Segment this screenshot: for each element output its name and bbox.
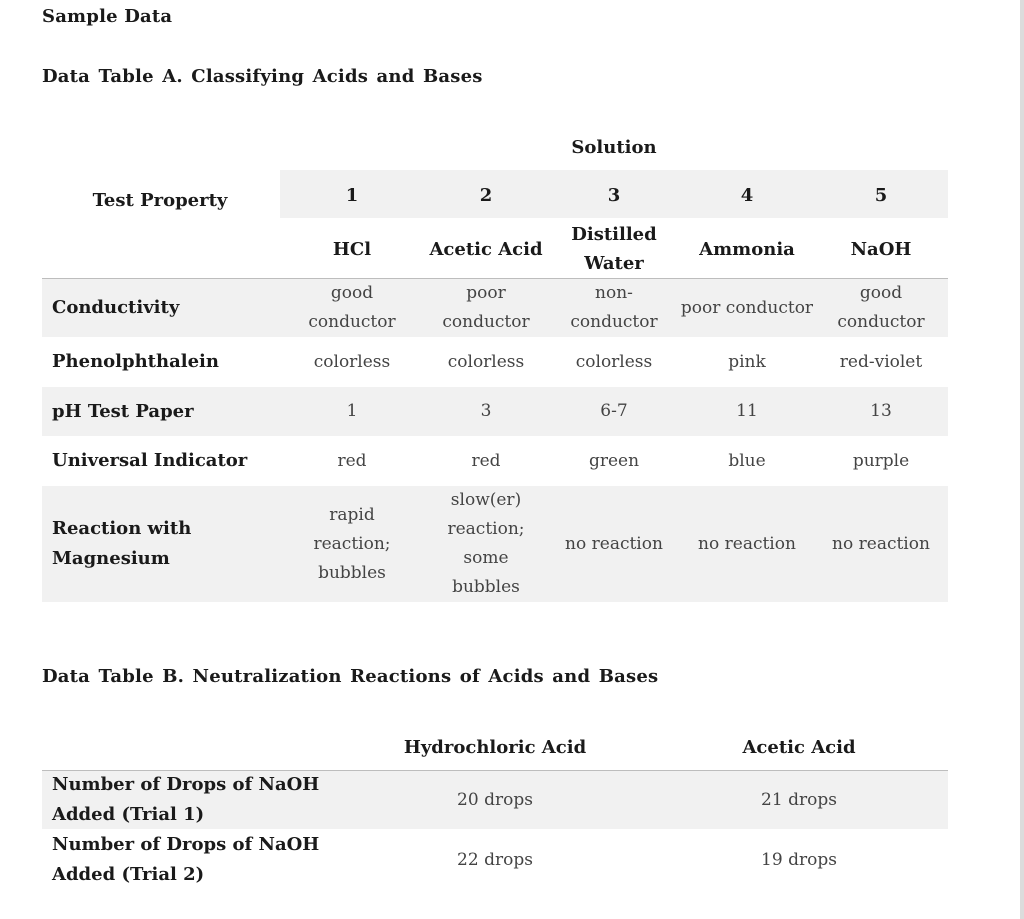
solution-number: 5 <box>874 184 888 206</box>
table-cell: 1 <box>346 401 358 421</box>
table-cell: blue <box>728 450 766 471</box>
table-cell: 22 drops <box>457 849 533 870</box>
table-cell: purple <box>852 450 910 471</box>
row-label: Reaction with Magnesium <box>52 518 192 569</box>
solution-name: HCl <box>332 238 372 260</box>
row-label: Conductivity <box>52 297 180 318</box>
table-cell: rapid reaction; bubbles <box>313 504 391 583</box>
table-cell: good conductor <box>308 283 396 332</box>
table-cell: colorless <box>313 351 391 372</box>
page-title: Sample Data <box>42 6 173 27</box>
table-cell: good conductor <box>837 283 925 332</box>
solution-number: 4 <box>740 184 754 206</box>
table-cell: poor conductor <box>442 283 530 332</box>
row-label: Number of Drops of NaOH Added (Trial 2) <box>52 834 320 885</box>
solution-name: Distilled Water <box>571 224 657 274</box>
table-cell: colorless <box>575 351 653 372</box>
table-cell: poor conductor <box>680 297 814 318</box>
solution-name: Acetic Acid <box>429 238 543 260</box>
table-cell: colorless <box>447 351 525 372</box>
table-cell: 21 drops <box>761 789 837 810</box>
column-header: Acetic Acid <box>742 736 856 758</box>
table-cell: no reaction <box>565 533 663 554</box>
table-b-caption: Data Table B. Neutralization Reactions of Acids and Bases <box>42 666 659 687</box>
table-cell: red <box>337 450 367 471</box>
table-cell: 20 drops <box>457 789 533 810</box>
table-cell: 6-7 <box>600 401 628 421</box>
row-label: pH Test Paper <box>52 400 194 422</box>
table-cell: 13 <box>870 401 892 421</box>
table-a-caption: Data Table A. Classifying Acids and Bases <box>42 66 483 87</box>
column-header: Hydrochloric Acid <box>403 736 587 758</box>
table-cell: 11 <box>736 401 758 421</box>
table-cell: 3 <box>480 401 492 421</box>
table-cell: no reaction <box>698 533 796 554</box>
table-cell: red-violet <box>839 351 923 372</box>
table-cell: non-conductor <box>570 283 658 332</box>
table-cell: red <box>471 450 501 471</box>
row-label: Universal Indicator <box>52 450 248 471</box>
table-cell: 19 drops <box>761 849 837 870</box>
table-cell: slow(er) reaction; some bubbles <box>447 490 525 597</box>
solution-number: 1 <box>345 184 359 206</box>
table-cell: green <box>588 450 640 471</box>
table-cell: pink <box>728 351 766 372</box>
solution-name: Ammonia <box>699 238 795 260</box>
test-property-header: Test Property <box>92 189 228 211</box>
solution-header: Solution <box>571 136 657 158</box>
solution-number: 2 <box>479 184 493 206</box>
solution-name: NaOH <box>850 238 912 260</box>
table-cell: no reaction <box>832 533 930 554</box>
row-label: Number of Drops of NaOH Added (Trial 1) <box>52 774 320 825</box>
solution-number: 3 <box>607 184 621 206</box>
page-right-border <box>1020 0 1024 919</box>
row-label: Phenolphthalein <box>52 351 219 372</box>
